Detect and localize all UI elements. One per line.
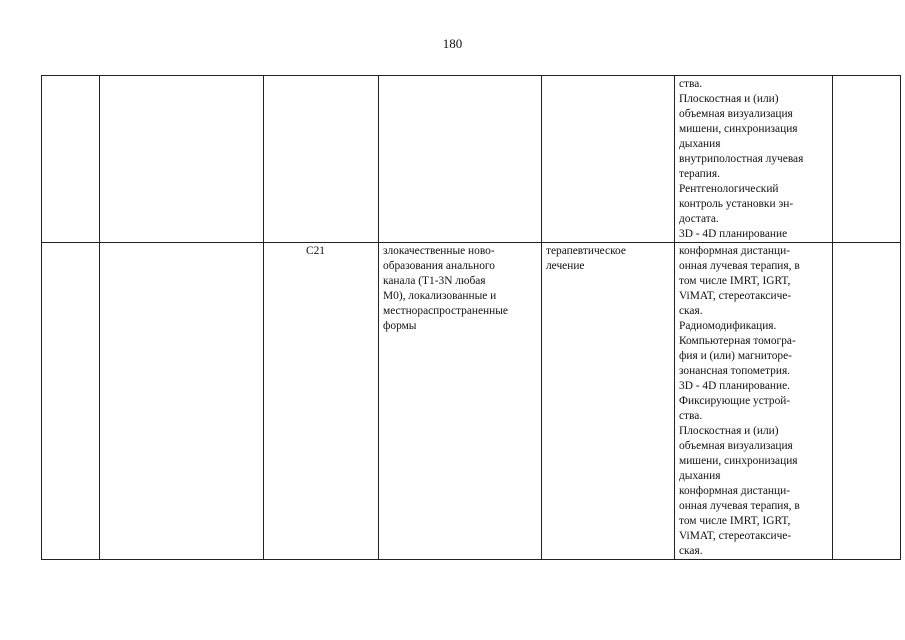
method-line: Рентгенологический xyxy=(679,183,779,195)
treatment-line: лечение xyxy=(546,260,585,272)
page-number: 180 xyxy=(442,36,463,51)
diagnosis-line: образования анального xyxy=(383,260,495,272)
method-line: дыхания xyxy=(679,470,721,482)
table-cell-code: C21 xyxy=(264,243,379,560)
method-line: внутриполостная лучевая xyxy=(679,153,804,165)
method-line: Радиомодификация. xyxy=(679,320,777,332)
method-line: 3D - 4D планирование. xyxy=(679,380,790,392)
method-line: ViMAT, стереотаксиче- xyxy=(679,290,792,302)
method-line: 3D - 4D планирование xyxy=(679,228,788,240)
table-cell-diagnosis xyxy=(379,76,542,243)
method-line: объемная визуализация xyxy=(679,440,793,452)
medical-care-table xyxy=(41,75,901,560)
method-line: конформная дистанци- xyxy=(679,485,790,497)
diagnosis-line: местнораспространенные xyxy=(383,305,508,317)
table-cell-method xyxy=(675,243,833,560)
table-cell-name xyxy=(100,76,264,243)
method-line: ская. xyxy=(679,545,703,557)
method-line: мишени, синхронизация xyxy=(679,123,798,135)
method-line: объемная визуализация xyxy=(679,108,793,120)
treatment-line: терапевтическое xyxy=(546,245,626,257)
method-line: мишени, синхронизация xyxy=(679,455,798,467)
method-line: дыхания xyxy=(679,138,721,150)
table-row xyxy=(42,243,901,560)
table-cell-method xyxy=(675,76,833,243)
method-line: ViMAT, стереотаксиче- xyxy=(679,530,792,542)
diagnosis-line: формы xyxy=(383,320,417,332)
method-line: том числе IMRT, IGRT, xyxy=(679,275,791,287)
method-line: Фиксирующие устрой- xyxy=(679,395,791,407)
table-cell-norm xyxy=(833,243,901,560)
method-line: Плоскостная и (или) xyxy=(679,425,779,437)
table-cell-norm xyxy=(833,76,901,243)
table-cell-index xyxy=(42,76,100,243)
method-line: онная лучевая терапия, в xyxy=(679,500,800,512)
method-line: достата. xyxy=(679,213,719,225)
table-cell-code xyxy=(264,76,379,243)
method-line: конформная дистанци- xyxy=(679,245,790,257)
table-cell-diagnosis xyxy=(379,243,542,560)
table-cell-name xyxy=(100,243,264,560)
table-row xyxy=(42,76,901,243)
method-line: фия и (или) магниторе- xyxy=(679,350,792,362)
method-line: ства. xyxy=(679,78,703,90)
method-line: онная лучевая терапия, в xyxy=(679,260,800,272)
method-line: том числе IMRT, IGRT, xyxy=(679,515,791,527)
method-line: терапия. xyxy=(679,168,720,180)
table-cell-index xyxy=(42,243,100,560)
table-cell-treatment xyxy=(542,76,675,243)
method-line: ства. xyxy=(679,410,703,422)
method-line: ская. xyxy=(679,305,703,317)
method-line: Плоскостная и (или) xyxy=(679,93,779,105)
method-line: зонансная топометрия. xyxy=(679,365,791,377)
diagnosis-line: M0), локализованные и xyxy=(383,290,497,302)
table-cell-treatment xyxy=(542,243,675,560)
method-line: контроль установки эн- xyxy=(679,198,794,210)
diagnosis-line: канала (T1-3N любая xyxy=(383,275,486,287)
diagnosis-line: злокачественные ново- xyxy=(383,245,495,257)
method-line: Компьютерная томогра- xyxy=(679,335,796,347)
